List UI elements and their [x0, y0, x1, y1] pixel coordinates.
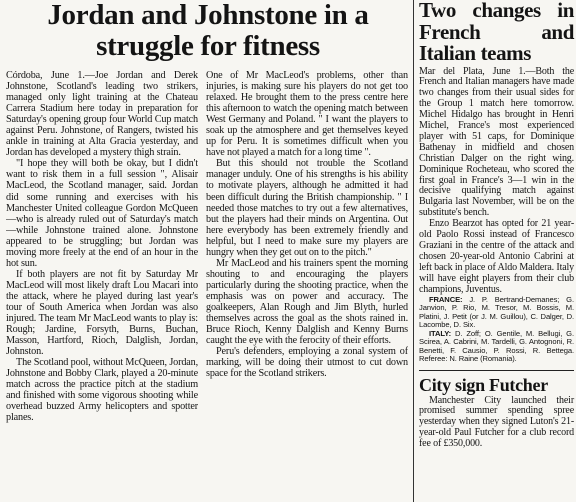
article-paragraph: The Scotland pool, without McQueen, Jordan, Johnstone and Bobby Clark, played a 20-minute match across the practice pitch at the stadium and finished with some vigorous shooting while overhead buzzed Army helicopters and spotter planes. [6, 357, 198, 424]
france-lineup [419, 296, 574, 330]
side-story-body [419, 67, 574, 296]
column-divider [413, 0, 414, 502]
article-paragraph: Enzo Bearzot has opted for 21 year-old Paolo Rossi instead of Francesco Graziani in the centre of the attack and chosen 20-year-old Antonio Cabrini at left back in place of Aldo Maldera. Italy will have eight players from their club champions, Juventus. [419, 218, 574, 295]
article-paragraph: "I hope they will both be okay, but I didn't want to risk them in a full session ", Alisair MacLeod, the Scotland manager, said. Jordan did some running and exercises with his Manchester United colleague Gordon McQueen—who is already ruled out of Saturday's match—while Johnstone trained alone. Johnstone appeared to be struggling; but Jordan was moving more freely at the end of an hour in the hot sun. [6, 158, 198, 269]
article-paragraph: If both players are not fit by Saturday Mr MacLeod will most likely draft Lou Macari into the attack, where he played during last year's tour of South America when Jordan was also injured. The team Mr MacLeod wants to play is: Rough; Jardine, Forsyth, Burns, Buchan, Masson, Hartford, Rioch, Dalglish, Jordan, Johnston. [6, 268, 198, 358]
article-paragraph: One of Mr MacLeod's problems, other than injuries, is making sure his players do not get too relaxed. He brought them to the press centre here this afternoon to watch the opening match between West Germany and Poland. " I want the players to soak up the atmosphere and get themselves keyed up for Peru. It is sometimes difficult when you have not played a match for a long time ". [206, 70, 408, 159]
article-paragraph: But this should not trouble the Scotland manager unduly. One of his strengths is his ability to motivate players, although he admitted it had been difficult during the British championship. " I needed those matches to try out a few alternatives, but the players had their minds on Argentina. Out here everybody has been extremely friendly and helpful, but I need to make sure my players are hungry when they get out on to the pitch." [206, 158, 408, 258]
referee-line: Referee: N. Raine (Romania). [419, 354, 517, 364]
brief-headline: City sign Futcher [419, 374, 548, 395]
main-story-column-1 [6, 70, 198, 502]
italy-lineup [419, 330, 574, 364]
italy-label: ITALY: [429, 328, 452, 338]
side-column [419, 0, 574, 450]
side-headline: Two changes in French and Italian teams [419, 0, 574, 65]
article-paragraph: Manchester City launched their promised summer spending spree yesterday when they signed Luton's 21-year-old Paul Futcher for a club record fee of £350,000. [419, 394, 574, 450]
article-paragraph: Mar del Plata, June 1.—Both the French and Italian managers have made two changes from their usual sides for the Group 1 match here tomorrow. Michel Hidalgo has brought in Henri Michel, France's most experienced player with 51 caps, for Dominique Bathenay in midfield and chosen Christian Dalger on the right wing. Dominique Rocheteau, who scored the first goal in France's 3—1 win in the decisive qualifying match against Bulgaria last November, will be on the substitute's bench. [419, 65, 574, 219]
brief-body [419, 396, 574, 451]
france-team: J. P. Bertrand-Demanes; G. Janvion, P. Rio, M. Tresor, M. Bossis, M. Platini, J. Petit (or J. M. Guillou), C. Dalger, D. Lacombe, D. Six. [419, 294, 574, 330]
section-rule [419, 370, 574, 371]
italy-team: D. Zoff; O. Gentile, M. Bellugi, G. Scirea, A. Cabrini, M. Tardelli, G. Antognoni, R. Benetti, F. Causio, P. Rossi, R. Bettega. [419, 328, 574, 355]
article-paragraph: Córdoba, June 1.—Joe Jordan and Derek Johnstone, Scotland's leading two strikers, managed only light training at the Chateau Carrera Stadium here today in preparation for Saturday's opening group four World Cup match against Peru. Johnstone, of Rangers, twisted his ankle in training at Alta Gracia yesterday, and Jordan has developed a mystery thigh strain. [6, 70, 198, 159]
france-label: FRANCE: [429, 294, 463, 304]
article-paragraph: Peru's defenders, employing a zonal system of marking, will be doing their utmost to cut down space for the Scotland strikers. [206, 346, 408, 380]
main-story-column-2 [206, 70, 408, 502]
main-headline: Jordan and Johnstone in a struggle for fitness [47, 0, 369, 62]
article-paragraph: Mr MacLeod and his trainers spent the morning shouting to and encouraging the players particularly during the shooting practice, when the emphasis was on power and accuracy. The goalkeepers, Alan Rough and Jim Blyth, hurled themselves across the goal as the shots rained in. Bruce Rioch, Kenny Dalglish and Kenny Burns caught the eye with the ferocity of their efforts. [206, 257, 408, 347]
